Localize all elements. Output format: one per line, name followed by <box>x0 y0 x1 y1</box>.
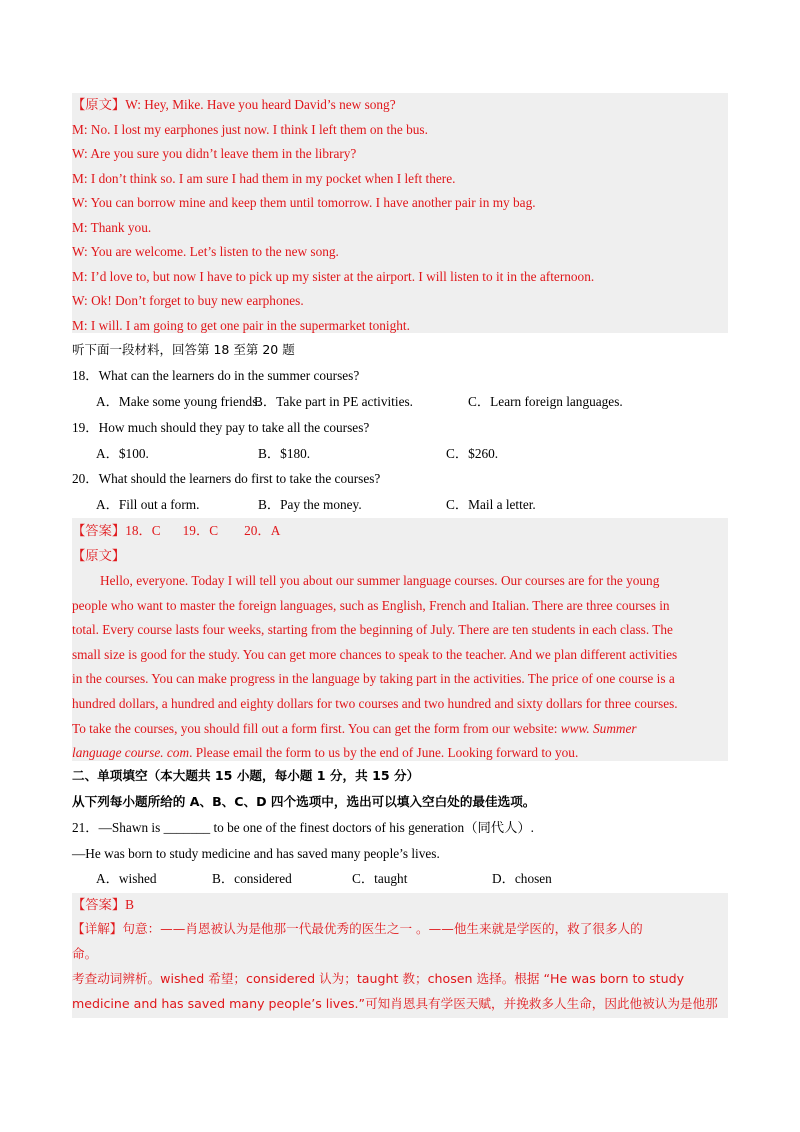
dialog1-line <box>72 219 151 237</box>
transcript-line-text: Hello, everyone. Today I will tell you about our summer language courses. Our courses are for the young <box>100 573 660 588</box>
transcript-line <box>72 717 728 742</box>
dialog1-text: M: No. I lost my earphones just now. I think I left them on the bus. <box>72 121 428 137</box>
dialog1-line <box>72 96 396 114</box>
transcript-line <box>72 667 728 692</box>
transcript-body <box>72 569 728 766</box>
option-b: B．Pay the money. <box>258 497 362 512</box>
dialog1-text: M: I will. I am going to get one pair in the supermarket tonight. <box>72 317 410 333</box>
dialog1-line <box>72 170 455 188</box>
dialog1-line <box>72 145 356 163</box>
website-text: www. Summer <box>560 720 637 736</box>
dialog1-text: W: You are welcome. Let’s listen to the new song. <box>72 244 339 259</box>
answer-line <box>72 522 280 540</box>
question-21-line1: 21．—Shawn is _______ to be one of the finest doctors of his generation（同代人）. <box>72 820 535 835</box>
dialog1-text: M: I don’t think so. I am sure I had them in my pocket when I left there. <box>72 170 456 186</box>
answer-19: 19．C <box>182 523 219 538</box>
dialog1-line <box>72 292 304 310</box>
question-stem: 20．What should the learners do first to take the courses? <box>72 471 381 486</box>
transcript-last-line <box>72 741 728 766</box>
question-stem: 19．How much should they pay to take all the courses? <box>72 420 370 435</box>
option-a: A．Fill out a form. <box>96 497 200 512</box>
option-a: A．wished <box>96 871 157 886</box>
q21-detail-line2: 命。 <box>72 946 98 961</box>
transcript-line <box>72 569 728 594</box>
dialog1-line <box>72 268 594 286</box>
option-c: C．Mail a letter. <box>446 497 536 512</box>
answer-tag: 【答案】 <box>72 523 126 538</box>
dialog1-text: M: Thank you. <box>72 219 152 235</box>
option-b: B．considered <box>212 871 292 886</box>
dialog1-tag: 【原文】 <box>72 97 126 112</box>
answer-20: 20．A <box>244 523 281 538</box>
q21-detail-line1: 【详解】句意：——肖恩被认为是他那一代最优秀的医生之一 。——他生来就是学医的，救了很多人的 <box>72 921 643 936</box>
dialog1-text: W: Hey, Mike. Have you heard David’s new song? <box>125 97 396 112</box>
part2-instruction: 从下列每小题所给的 A、B、C、D 四个选项中，选出可以填入空白处的最佳选项。 <box>72 794 536 809</box>
option-b: B．$180. <box>258 446 311 461</box>
q21-answer: 【答案】B <box>72 897 135 912</box>
transcript-line-text: To take the courses, you should fill out a form first. You can get the form from our website: <box>72 720 561 736</box>
dialog1-line <box>72 243 339 261</box>
question-21-line2: —He was born to study medicine and has saved many people’s lives. <box>72 846 440 861</box>
option-b: B．Take part in PE activities. <box>254 394 413 409</box>
dialog1-line <box>72 317 410 335</box>
dialog1-text: M: I’d love to, but now I have to pick up my sister at the airport. I will listen to it in the afternoon. <box>72 268 595 284</box>
option-c: C．$260. <box>446 446 499 461</box>
dialog1-text: W: Are you sure you didn’t leave them in the library? <box>72 146 357 161</box>
option-d: D．chosen <box>492 871 552 886</box>
transcript-line <box>72 618 728 643</box>
website-text: language course. com <box>72 745 190 761</box>
option-a: A．Make some young friends. <box>96 394 261 409</box>
transcript-line <box>72 643 728 668</box>
transcript-lines <box>72 569 728 741</box>
dialog1-line <box>72 194 536 212</box>
dialog1-text: W: You can borrow mine and keep them until tomorrow. I have another pair in my bag. <box>72 195 536 210</box>
part2-heading: 二、单项填空（本大题共 15 小题，每小题 1 分，共 15 分） <box>72 768 420 783</box>
option-a: A．$100. <box>96 446 149 461</box>
transcript-line <box>72 594 728 619</box>
q21-detail-line3: 考查动词辨析。wished 希望；considered 认为；taught 教；chosen 选择。根据 “He was born to study <box>72 971 685 986</box>
dialog1-line <box>72 121 428 139</box>
answer-18: 18．C <box>125 523 161 538</box>
transcript-end: . Please email the form to us by the end of June. Looking forward to you. <box>189 745 579 761</box>
transcript-line-text: in the courses. You can make progress in the language by taking part in the activities. The price of one course is a <box>72 671 675 687</box>
transcript-tag: 【原文】 <box>72 548 126 563</box>
q21-detail-line4: medicine and has saved many people’s lives.”可知肖恩具有学医天赋，并挽救多人生命，因此他被认为是他那 <box>72 996 718 1011</box>
transcript-line-text: hundred dollars, a hundred and eighty dollars for two courses and two hundred and sixty dollars for three courses. <box>72 695 678 711</box>
option-c: C．Learn foreign languages. <box>468 394 623 409</box>
transcript-line-text: small size is good for the study. You can get more chances to speak to the teacher. And we plan different activities <box>72 646 678 662</box>
dialog1-text: W: Ok! Don’t forget to buy new earphones. <box>72 293 304 308</box>
transcript-line <box>72 692 728 717</box>
transcript-line-text: total. Every course lasts four weeks, starting from the beginning of July. There are ten students in each class. The <box>72 622 673 638</box>
option-c: C．taught <box>352 871 408 886</box>
transcript-line-text: people who want to master the foreign languages, such as English, French and Italian. There are three courses in <box>72 597 670 613</box>
section-intro: 听下面一段材料，回答第 18 至第 20 题 <box>72 342 295 357</box>
question-stem: 18．What can the learners do in the summer courses? <box>72 368 360 383</box>
